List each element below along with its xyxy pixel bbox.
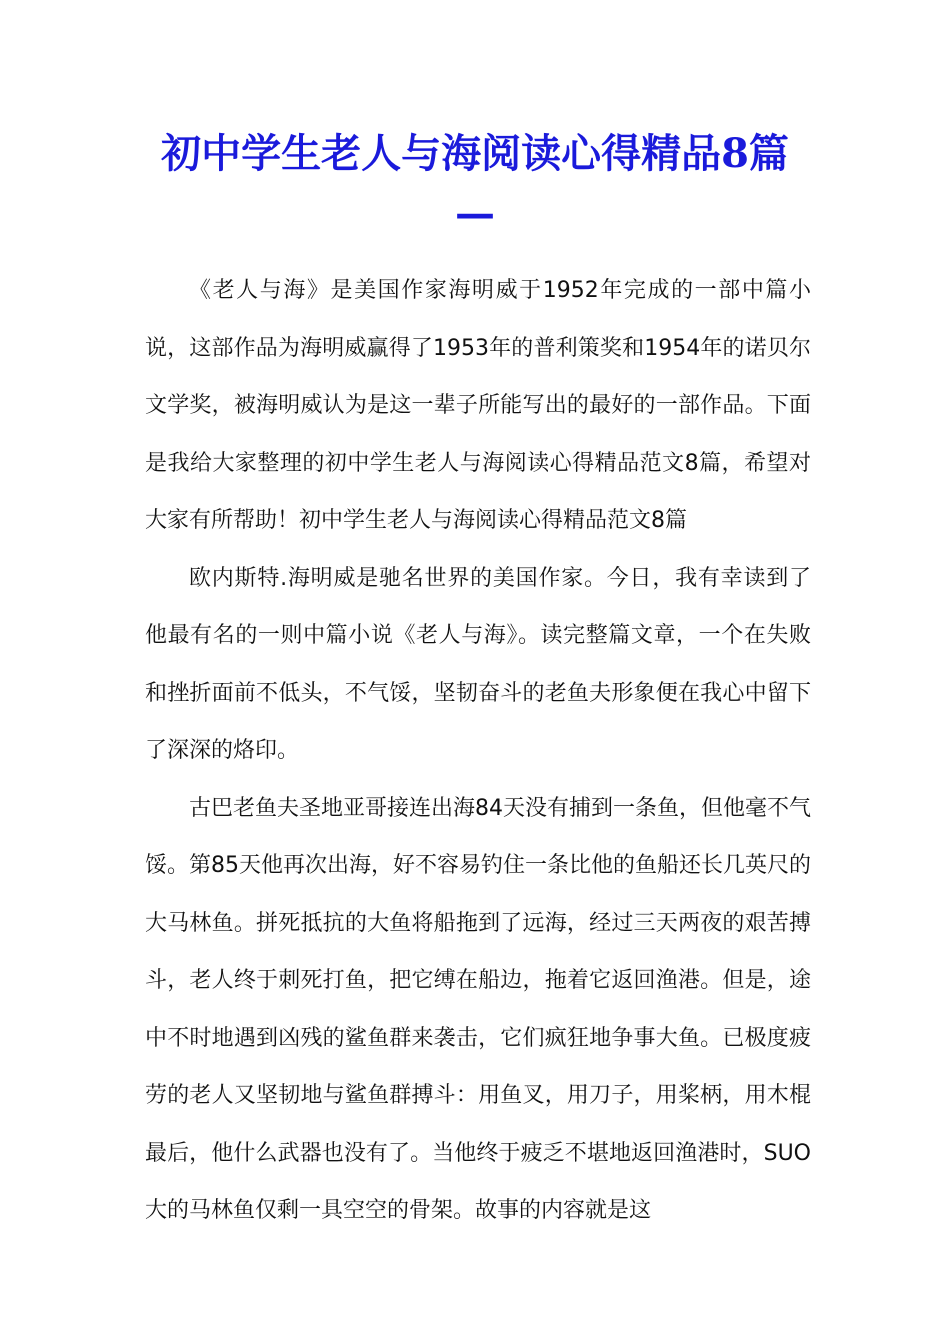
- paragraph: 古巴老鱼夫圣地亚哥接连出海84天没有捕到一条鱼，但他毫不气馁。第85天他再次出海，好不容易钓住一条比他的鱼船还长几英尺的大马林鱼。拼死抵抗的大鱼将船拖到了远海，经过三天两夜的艰苦搏斗，老人终于刺死打鱼，把它缚在船边，拖着它返回渔港。但是，途中不时地遇到凶残的鲨鱼群来袭击，它们疯狂地争事大鱼。已极度疲劳的老人又坚韧地与鲨鱼群搏斗：用鱼叉，用刀子，用桨柄，用木棍最后，他什么武器也没有了。当他终于疲乏不堪地返回渔港时，SUO大的马林鱼仅剩一具空空的骨架。故事的内容就是这: [145, 795, 811, 1223]
- document-title: 初中学生老人与海阅读心得精品8篇: [161, 130, 789, 177]
- document-body: [145, 262, 811, 1240]
- title-dash: —: [455, 190, 495, 237]
- paragraph: 欧内斯特.海明威是驰名世界的美国作家。今日，我有幸读到了他最有名的一则中篇小说《老人与海》。读完整篇文章，一个在失败和挫折面前不低头，不气馁，坚韧奋斗的老鱼夫形象便在我心中留下了深深的烙印。: [145, 565, 811, 763]
- paragraph: 《老人与海》是美国作家海明威于1952年完成的一部中篇小说，这部作品为海明威赢得了1953年的普利策奖和1954年的诺贝尔文学奖，被海明威认为是这一辈子所能写出的最好的一部作品。下面是我给大家整理的初中学生老人与海阅读心得精品范文8篇，希望对大家有所帮助！初中学生老人与海阅读心得精品范文8篇: [145, 278, 811, 533]
